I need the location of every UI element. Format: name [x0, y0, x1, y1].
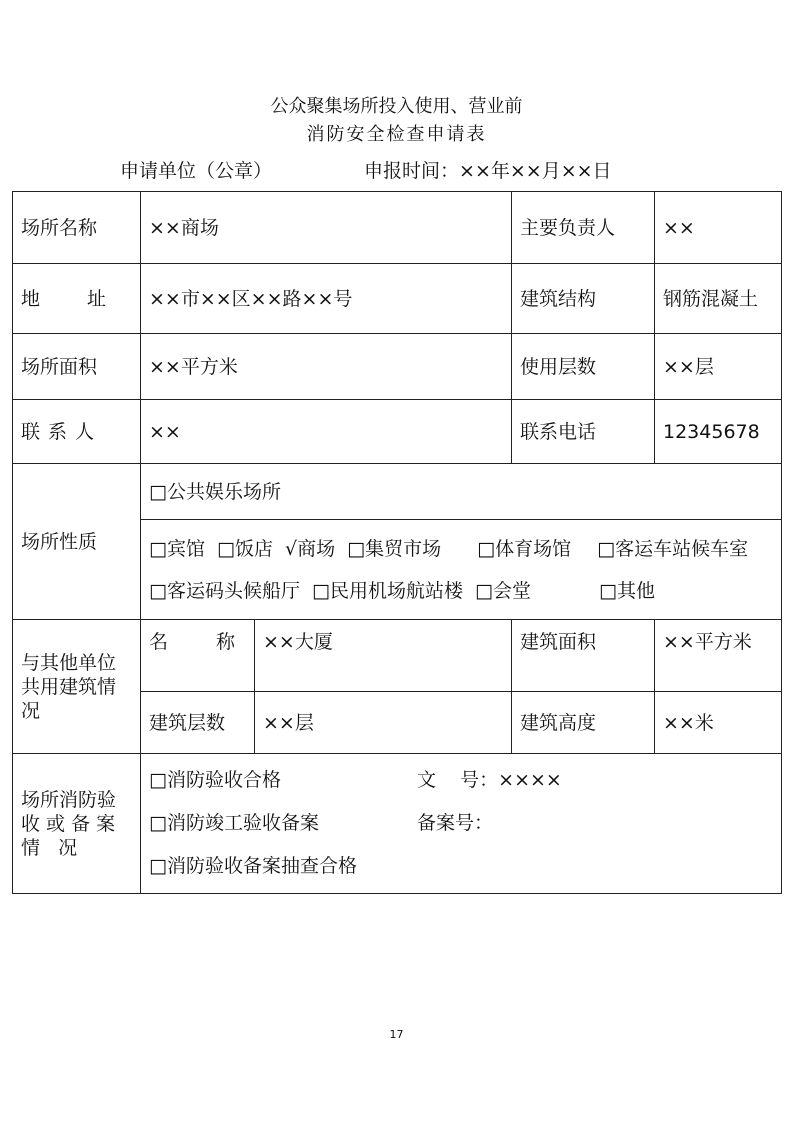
shared-name-label-b: 称: [215, 631, 235, 653]
shared-name-label: [141, 620, 255, 692]
fire-acceptance-label: [13, 754, 141, 894]
nature-option-stadium[interactable]: □体育场馆: [477, 537, 572, 560]
contact-label-b: 系: [48, 420, 68, 443]
nature-option-hall[interactable]: □会堂: [475, 579, 531, 602]
contact-label: [13, 400, 141, 464]
nature-option-airport-terminal[interactable]: □民用机场航站楼: [312, 579, 463, 602]
fire-acceptance-line1: [149, 759, 773, 802]
shared-building-label: [13, 620, 141, 754]
principal-value: ××: [655, 192, 782, 264]
building-floors-value: ××层: [255, 692, 512, 754]
building-floors-label: 建筑层数: [141, 692, 255, 754]
address-label-b: 址: [86, 287, 106, 310]
nature-option-bus-station[interactable]: □客运车站候车室: [597, 537, 749, 560]
building-area-label: 建筑面积: [512, 620, 655, 692]
building-area-value: ××平方米: [655, 620, 782, 692]
fire-option-completion-record[interactable]: □消防竣工验收备案: [149, 812, 319, 834]
report-time-value: ××年××月××日: [459, 160, 612, 182]
address-label: [13, 264, 141, 334]
phone-value: 12345678: [655, 400, 782, 464]
fire-option-spot-check[interactable]: □消防验收备案抽查合格: [149, 855, 357, 877]
nature-option-hotel[interactable]: □宾馆: [149, 537, 205, 560]
doc-number-label: 文 号：××××: [417, 769, 562, 791]
principal-label: 主要负责人: [512, 192, 655, 264]
nature-option-other[interactable]: □其他: [599, 579, 655, 602]
nature-option-market[interactable]: □集贸市场: [347, 537, 442, 560]
area-value: ××平方米: [141, 334, 512, 400]
shared-building-label-line1: 与其他单位: [21, 651, 117, 674]
structure-value: 钢筋混凝土: [655, 264, 782, 334]
fire-acceptance-line2: [149, 802, 773, 845]
fire-acceptance-options: [141, 754, 782, 894]
venue-nature-label: 场所性质: [13, 464, 141, 620]
shared-building-label-line3: 况: [21, 699, 41, 722]
venue-nature-row-1: [13, 464, 782, 520]
fire-acceptance-label-line2: 收 或 备 案: [21, 812, 116, 835]
shared-building-row-1: [13, 620, 782, 692]
page-number: 17: [389, 1028, 404, 1041]
record-number-label: 备案号：: [417, 812, 494, 834]
area-row: [13, 334, 782, 400]
fire-acceptance-label-line3: 情 况: [21, 836, 78, 859]
nature-option-ferry-terminal[interactable]: □客运码头候船厅: [149, 579, 300, 602]
venue-nature-options: [141, 520, 782, 620]
form-title-line2: 消防安全检查申请表: [306, 124, 487, 145]
contact-value: ××: [141, 400, 512, 464]
venue-nature-line2: [149, 528, 773, 570]
address-value: ××市××区××路××号: [141, 264, 512, 334]
floors-used-label: 使用层数: [512, 334, 655, 400]
applicant-label: 申请单位（公章）: [120, 160, 273, 182]
fire-acceptance-line3: [149, 845, 773, 888]
application-form-table: [12, 191, 782, 894]
contact-label-c: 人: [75, 420, 95, 443]
form-title-line1: 公众聚集场所投入使用、营业前: [270, 96, 523, 117]
address-label-a: 地: [21, 287, 41, 310]
shared-name-label-a: 名: [149, 631, 169, 653]
applicant-info-line: [120, 158, 612, 184]
venue-nature-line3: [149, 570, 773, 612]
shared-building-label-line2: 共用建筑情: [21, 675, 117, 698]
fire-acceptance-label-line1: 场所消防验: [21, 788, 117, 811]
fire-option-accepted[interactable]: □消防验收合格: [149, 769, 281, 791]
contact-row: [13, 400, 782, 464]
area-label: 场所面积: [13, 334, 141, 400]
shared-name-value: ××大厦: [255, 620, 512, 692]
nature-option-restaurant[interactable]: □饭店: [217, 537, 273, 560]
contact-label-a: 联: [21, 420, 41, 443]
address-row: [13, 264, 782, 334]
venue-name-label: 场所名称: [13, 192, 141, 264]
structure-label: 建筑结构: [512, 264, 655, 334]
phone-label: 联系电话: [512, 400, 655, 464]
building-height-value: ××米: [655, 692, 782, 754]
fire-acceptance-row: [13, 754, 782, 894]
venue-name-value: ××商场: [141, 192, 512, 264]
nature-option-mall[interactable]: √商场: [285, 537, 336, 560]
floors-used-value: ××层: [655, 334, 782, 400]
report-time-label: 申报时间：: [364, 160, 460, 182]
venue-nature-line1: □公共娱乐场所: [141, 464, 782, 520]
venue-name-row: [13, 192, 782, 264]
building-height-label: 建筑高度: [512, 692, 655, 754]
